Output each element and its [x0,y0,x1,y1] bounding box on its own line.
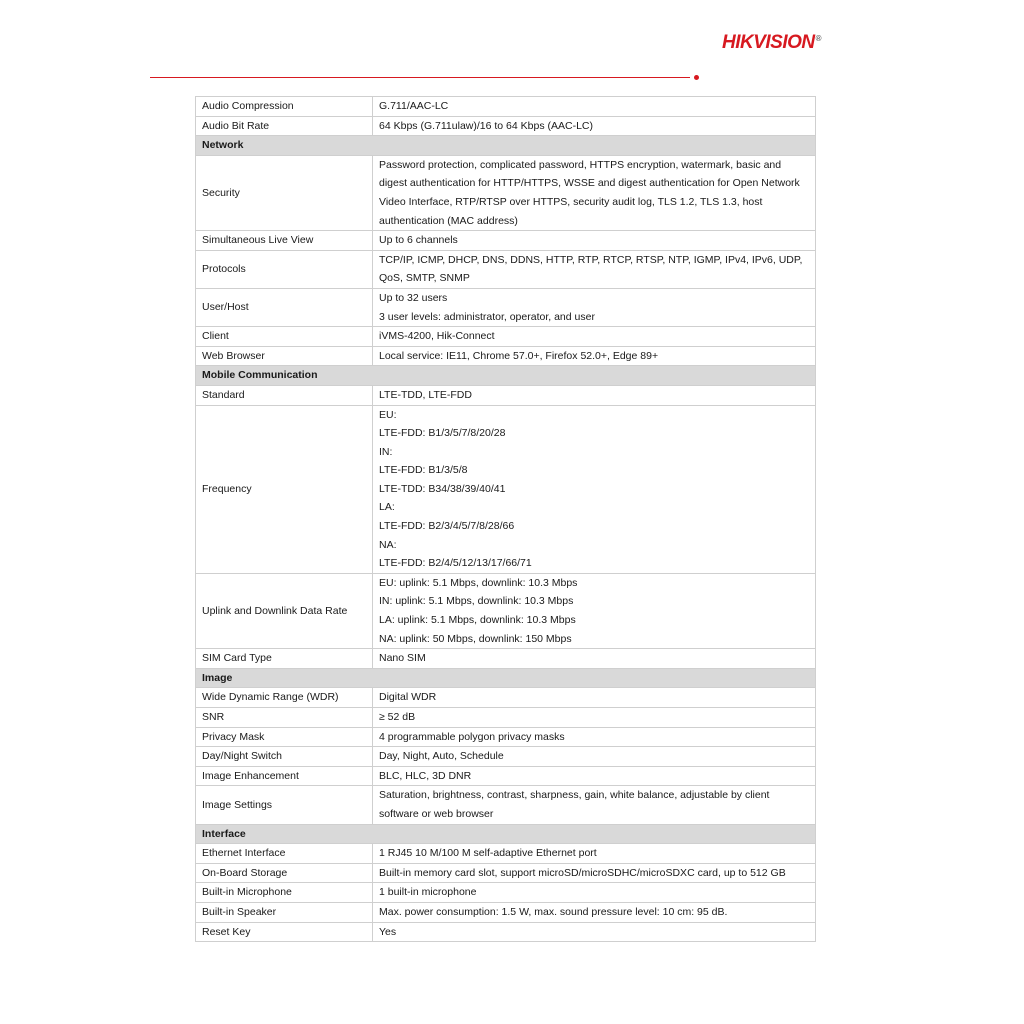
spec-value-line: IN: uplink: 5.1 Mbps, downlink: 10.3 Mbps [379,595,574,608]
spec-row [196,922,816,942]
spec-row [196,250,816,288]
spec-key: SNR [196,708,373,728]
spec-table [195,96,816,942]
spec-value [373,155,816,230]
spec-value-line: 4 programmable polygon privacy masks [379,730,565,743]
spec-row [196,786,816,824]
section-title: Image [196,668,816,688]
spec-value [373,922,816,942]
spec-value [373,844,816,864]
spec-row [196,747,816,767]
spec-value [373,708,816,728]
spec-value-line: NA: uplink: 50 Mbps, downlink: 150 Mbps [379,632,572,645]
spec-key: Built-in Microphone [196,883,373,903]
spec-value-line: Saturation, brightness, contrast, sharpness, gain, white balance, adjustable by client software or web browser [379,789,770,820]
section-title: Interface [196,824,816,844]
section-header [196,136,816,156]
spec-value [373,385,816,405]
spec-value [373,766,816,786]
spec-value-line: 1 built-in microphone [379,886,477,899]
spec-row [196,902,816,922]
spec-row [196,766,816,786]
header-divider [150,77,690,78]
spec-value [373,405,816,573]
section-header [196,824,816,844]
spec-row [196,405,816,573]
spec-key: Audio Bit Rate [196,116,373,136]
spec-value-line: Nano SIM [379,652,426,665]
spec-value [373,863,816,883]
hikvision-logo: HIKVISION® [722,32,822,53]
spec-key: Day/Night Switch [196,747,373,767]
spec-row [196,727,816,747]
spec-value [373,97,816,117]
spec-row [196,155,816,230]
spec-value [373,346,816,366]
spec-key: Privacy Mask [196,727,373,747]
section-title: Network [196,136,816,156]
spec-value [373,747,816,767]
spec-row [196,327,816,347]
spec-key: Client [196,327,373,347]
spec-value-line: Local service: IE11, Chrome 57.0+, Firefox 52.0+, Edge 89+ [379,349,659,362]
spec-row [196,883,816,903]
spec-value-line: LA: uplink: 5.1 Mbps, downlink: 10.3 Mbps [379,614,576,627]
spec-key: Audio Compression [196,97,373,117]
spec-key: Security [196,155,373,230]
spec-value-line: 64 Kbps (G.711ulaw)/16 to 64 Kbps (AAC-LC) [379,119,593,132]
spec-value-line: NA: [379,538,397,551]
spec-value [373,688,816,708]
spec-value-line: EU: uplink: 5.1 Mbps, downlink: 10.3 Mbps [379,576,578,589]
spec-value [373,327,816,347]
spec-value [373,288,816,326]
spec-row [196,573,816,648]
spec-value [373,231,816,251]
spec-value-line: Password protection, complicated password, HTTPS encryption, watermark, basic and digest authentication for HTTP/HTTPS, WSSE and digest authentication for Open Network Video Interface, RTP/RTSP over HTTPS, security audit log, TLS 1.2, TLS 1.3, host authentication (MAC address) [379,158,800,227]
spec-value-line: Digital WDR [379,691,437,704]
spec-value-line: BLC, HLC, 3D DNR [379,769,472,782]
spec-key: Simultaneous Live View [196,231,373,251]
spec-value-line: Up to 6 channels [379,234,458,247]
spec-key: Uplink and Downlink Data Rate [196,573,373,648]
spec-value-line: Built-in memory card slot, support microSD/microSDHC/microSDXC card, up to 512 GB [379,866,786,879]
spec-row [196,231,816,251]
spec-value-line: LTE-FDD: B2/3/4/5/7/8/28/66 [379,520,515,533]
spec-key: Built-in Speaker [196,902,373,922]
spec-value-line: Yes [379,925,397,938]
spec-key: Reset Key [196,922,373,942]
spec-value-line: G.711/AAC-LC [379,100,449,112]
spec-value-line: Up to 32 users [379,291,448,304]
spec-value [373,786,816,824]
spec-row [196,844,816,864]
spec-value-line: LTE-FDD: B2/4/5/12/13/17/66/71 [379,557,532,570]
spec-key: Wide Dynamic Range (WDR) [196,688,373,708]
spec-row [196,708,816,728]
header-divider-dot [694,75,699,80]
spec-value [373,883,816,903]
spec-value-line: iVMS-4200, Hik-Connect [379,330,495,343]
spec-key: On-Board Storage [196,863,373,883]
spec-value-line: 3 user levels: administrator, operator, and user [379,310,595,323]
spec-key: Protocols [196,250,373,288]
section-header [196,668,816,688]
spec-value-line: ≥ 52 dB [379,711,416,723]
spec-value [373,727,816,747]
spec-row [196,385,816,405]
spec-key: Standard [196,385,373,405]
spec-key: Frequency [196,405,373,573]
spec-key: User/Host [196,288,373,326]
spec-value-line: LTE-FDD: B1/3/5/7/8/20/28 [379,427,506,440]
spec-value-line: 1 RJ45 10 M/100 M self-adaptive Ethernet port [379,847,597,860]
spec-value [373,116,816,136]
spec-value [373,649,816,669]
spec-row [196,688,816,708]
spec-value-line: LTE-TDD, LTE-FDD [379,388,472,401]
section-header [196,366,816,386]
section-title: Mobile Communication [196,366,816,386]
spec-value-line: EU: [379,408,397,421]
spec-row [196,863,816,883]
spec-key: Web Browser [196,346,373,366]
spec-value [373,250,816,288]
spec-row [196,116,816,136]
spec-row [196,288,816,326]
spec-key: SIM Card Type [196,649,373,669]
spec-key: Ethernet Interface [196,844,373,864]
spec-row [196,97,816,117]
spec-value-line: Max. power consumption: 1.5 W, max. sound pressure level: 10 cm: 95 dB. [379,905,728,918]
spec-value-line: Day, Night, Auto, Schedule [379,750,504,763]
spec-value-line: TCP/IP, ICMP, DHCP, DNS, DDNS, HTTP, RTP, RTCP, RTSP, NTP, IGMP, IPv4, IPv6, UDP, QoS, SMTP, SNMP [379,253,803,285]
spec-row [196,346,816,366]
spec-row [196,649,816,669]
spec-value-line: LTE-TDD: B34/38/39/40/41 [379,482,506,495]
spec-key: Image Settings [196,786,373,824]
spec-key: Image Enhancement [196,766,373,786]
spec-value [373,902,816,922]
spec-value-line: LA: [379,501,395,514]
spec-value-line: IN: [379,445,393,458]
spec-value-line: LTE-FDD: B1/3/5/8 [379,464,468,477]
spec-value [373,573,816,648]
